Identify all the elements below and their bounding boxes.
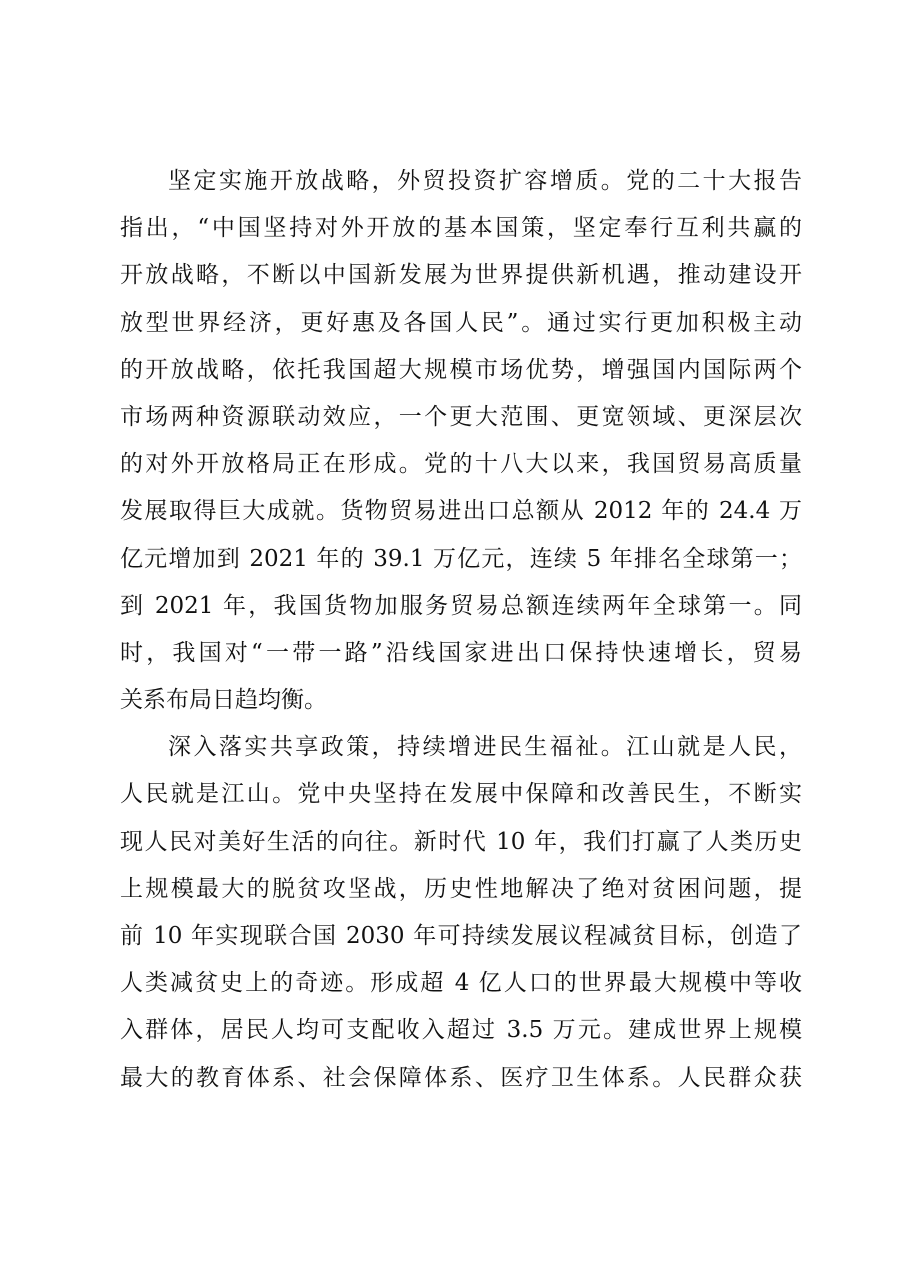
text-line: 的开放战略，依托我国超大规模市场优势，增强国内国际两个 (120, 356, 802, 383)
text-line: 最大的教育体系、社会保障体系、医疗卫生体系。人民群众获 (120, 1064, 802, 1091)
text-line: 亿元增加到 2021 年的 39.1 万亿元，连续 5 年排名全球第一； (120, 545, 802, 572)
text-line: 人类减贫史上的奇迹。形成超 4 亿人口的世界最大规模中等收 (120, 970, 802, 997)
paragraph-open-strategy (120, 158, 802, 724)
text-line: 开放战略，不断以中国新发展为世界提供新机遇，推动建设开 (120, 262, 802, 289)
text-line: 入群体，居民人均可支配收入超过 3.5 万元。建成世界上规模 (120, 1017, 802, 1044)
text-line: 深入落实共享政策，持续增进民生福祉。江山就是人民， (168, 734, 802, 761)
text-line: 关系布局日趋均衡。 (120, 687, 327, 714)
text-line: 到 2021 年，我国货物加服务贸易总额连续两年全球第一。同 (120, 592, 802, 619)
paragraph-shared-welfare (120, 724, 802, 1102)
text-line: 人民就是江山。党中央坚持在发展中保障和改善民生，不断实 (120, 781, 802, 808)
text-line: 前 10 年实现联合国 2030 年可持续发展议程减贫目标，创造了 (120, 923, 802, 949)
text-line: 发展取得巨大成就。货物贸易进出口总额从 2012 年的 24.4 万 (120, 498, 802, 525)
text-line: 坚定实施开放战略，外贸投资扩容增质。党的二十大报告 (168, 168, 802, 194)
text-line: 上规模最大的脱贫攻坚战，历史性地解决了绝对贫困问题，提 (120, 875, 802, 902)
document-body (120, 158, 802, 1102)
text-line: 放型世界经济，更好惠及各国人民”。通过实行更加积极主动 (120, 309, 802, 336)
text-line: 市场两种资源联动效应，一个更大范围、更宽领域、更深层次 (120, 403, 802, 430)
text-line: 的对外开放格局正在形成。党的十八大以来，我国贸易高质量 (120, 451, 802, 478)
text-line: 指出，“中国坚持对外开放的基本国策，坚定奉行互利共赢的 (120, 215, 802, 242)
text-line: 时，我国对“一带一路”沿线国家进出口保持快速增长，贸易 (120, 639, 802, 666)
text-line: 现人民对美好生活的向往。新时代 10 年，我们打赢了人类历史 (120, 828, 802, 855)
